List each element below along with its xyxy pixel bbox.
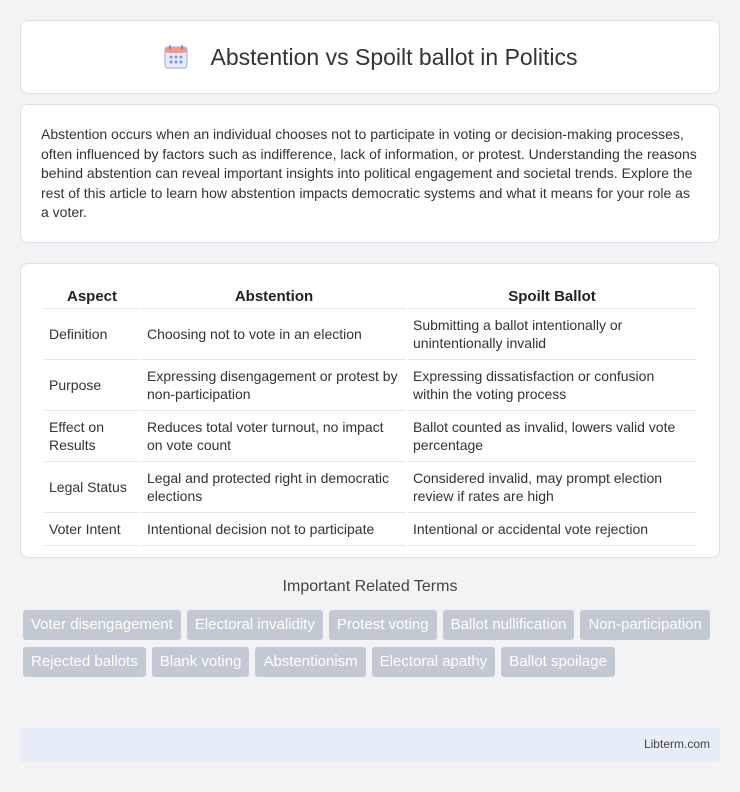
related-term-tag[interactable]: Blank voting bbox=[152, 647, 250, 677]
header-card bbox=[20, 20, 720, 94]
cell-aspect: Purpose bbox=[44, 360, 140, 411]
cell-aspect: Voter Intent bbox=[44, 513, 140, 546]
cell-spoilt-ballot: Submitting a ballot intentionally or unintentionally invalid bbox=[408, 309, 696, 360]
related-term-tag[interactable]: Rejected ballots bbox=[23, 647, 146, 677]
related-term-tag[interactable]: Electoral invalidity bbox=[187, 610, 323, 640]
comparison-table bbox=[42, 284, 698, 546]
cell-abstention: Reduces total voter turnout, no impact on vote count bbox=[142, 411, 406, 462]
related-terms-list bbox=[23, 610, 723, 684]
table-row bbox=[44, 309, 696, 360]
related-term-tag[interactable]: Ballot spoilage bbox=[501, 647, 615, 677]
page-title: Abstention vs Spoilt ballot in Politics bbox=[210, 43, 578, 70]
related-term-tag[interactable]: Ballot nullification bbox=[443, 610, 575, 640]
header-abstention: Abstention bbox=[142, 284, 406, 309]
cell-aspect: Legal Status bbox=[44, 462, 140, 513]
related-term-tag[interactable]: Protest voting bbox=[329, 610, 437, 640]
table-header-row bbox=[44, 284, 696, 309]
cell-spoilt-ballot: Ballot counted as invalid, lowers valid vote percentage bbox=[408, 411, 696, 462]
header-aspect: Aspect bbox=[44, 284, 140, 309]
cell-abstention: Legal and protected right in democratic elections bbox=[142, 462, 406, 513]
cell-abstention: Choosing not to vote in an election bbox=[142, 309, 406, 360]
related-term-tag[interactable]: Non-participation bbox=[580, 610, 709, 640]
related-term-tag[interactable]: Abstentionism bbox=[255, 647, 365, 677]
footer-site-link[interactable]: Libterm.com bbox=[643, 737, 710, 751]
table-row bbox=[44, 513, 696, 546]
related-term-tag[interactable]: Electoral apathy bbox=[372, 647, 496, 677]
table-row bbox=[44, 360, 696, 411]
related-term-tag[interactable]: Voter disengagement bbox=[23, 610, 181, 640]
cell-aspect: Effect on Results bbox=[44, 411, 140, 462]
intro-text: Abstention occurs when an individual chooses not to participate in voting or decision-making processes, often influenced by factors such as indifference, lack of information, or protest. Understanding the reasons behind abstention can reveal important insights into political engagement and societal trends. Explore the rest of this article to learn how abstention impacts democratic systems and what it means for your role as a voter. bbox=[41, 126, 697, 221]
intro-card bbox=[20, 104, 720, 243]
cell-aspect: Definition bbox=[44, 309, 140, 360]
cell-abstention: Intentional decision not to participate bbox=[142, 513, 406, 546]
table-row bbox=[44, 411, 696, 462]
table-row bbox=[44, 462, 696, 513]
header-spoilt-ballot: Spoilt Ballot bbox=[408, 284, 696, 309]
comparison-card bbox=[20, 263, 720, 558]
calendar-icon bbox=[163, 44, 189, 70]
footer bbox=[20, 728, 720, 762]
cell-spoilt-ballot: Considered invalid, may prompt election review if rates are high bbox=[408, 462, 696, 513]
cell-spoilt-ballot: Intentional or accidental vote rejection bbox=[408, 513, 696, 546]
cell-spoilt-ballot: Expressing dissatisfaction or confusion within the voting process bbox=[408, 360, 696, 411]
cell-abstention: Expressing disengagement or protest by non-participation bbox=[142, 360, 406, 411]
related-terms-title: Important Related Terms bbox=[282, 578, 458, 595]
